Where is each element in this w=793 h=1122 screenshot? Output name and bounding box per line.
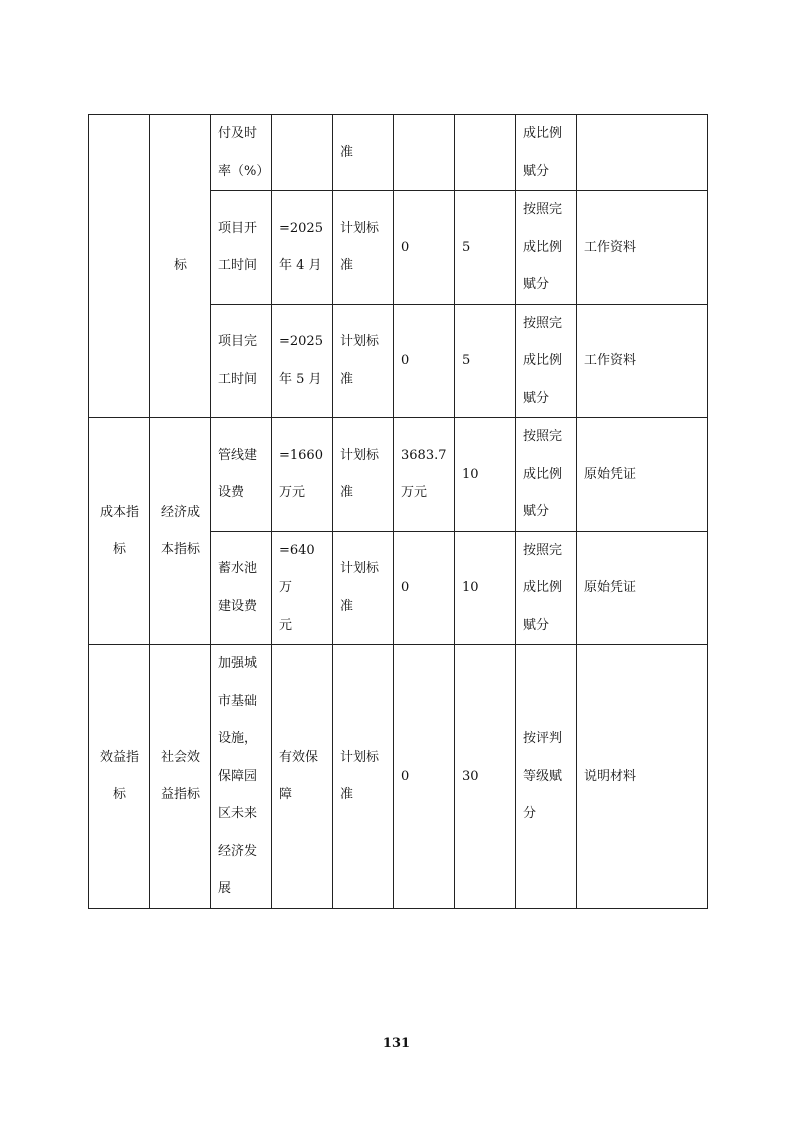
weight-cell: 5 [455,191,516,305]
scoring-method-cell: 按评判 等级赋 分 [516,645,577,909]
weight-cell: 5 [455,304,516,418]
table-row [89,418,708,532]
evidence-cell: 原始凭证 [577,418,708,532]
level3-indicator-cell: 付及时 率（%） [211,115,272,191]
scoring-method-cell: 按照完 成比例 赋分 [516,304,577,418]
target-value-cell: =2025 年 4 月 [272,191,333,305]
scoring-method-cell: 按照完 成比例 赋分 [516,531,577,645]
evidence-cell: 工作资料 [577,304,708,418]
actual-value-cell: 0 [394,191,455,305]
weight-cell [455,115,516,191]
weight-cell: 10 [455,531,516,645]
level3-indicator-cell: 加强城 市基础 设施， 保障园 区未来 经济发 展 [211,645,272,909]
target-value-cell [272,115,333,191]
level1-indicator-cell [89,115,150,418]
scoring-method-cell: 成比例 赋分 [516,115,577,191]
target-value-cell: =2025 年 5 月 [272,304,333,418]
evidence-cell: 原始凭证 [577,531,708,645]
actual-value-cell: 0 [394,304,455,418]
actual-value-cell: 0 [394,531,455,645]
table-row [89,115,708,191]
level3-indicator-cell: 项目开 工时间 [211,191,272,305]
actual-value-cell [394,115,455,191]
level3-indicator-cell: 项目完 工时间 [211,304,272,418]
standard-cell: 计划标 准 [333,645,394,909]
level1-indicator-cell: 成本指 标 [89,418,150,645]
standard-cell: 计划标 准 [333,418,394,532]
target-value-cell: =640 万 元 [272,531,333,645]
standard-cell: 计划标 准 [333,191,394,305]
level2-indicator-cell: 标 [150,115,211,418]
scoring-method-cell: 按照完 成比例 赋分 [516,418,577,532]
actual-value-cell: 0 [394,645,455,909]
weight-cell: 10 [455,418,516,532]
standard-cell: 计划标 准 [333,304,394,418]
page-number: 131 [382,1036,411,1051]
level3-indicator-cell: 管线建 设费 [211,418,272,532]
standard-cell: 计划标 准 [333,531,394,645]
target-value-cell: 有效保 障 [272,645,333,909]
level3-indicator-cell: 蓄水池 建设费 [211,531,272,645]
evidence-cell: 工作资料 [577,191,708,305]
level2-indicator-cell: 经济成 本指标 [150,418,211,645]
level1-indicator-cell: 效益指 标 [89,645,150,909]
evidence-cell: 说明材料 [577,645,708,909]
evidence-cell [577,115,708,191]
performance-indicator-table [88,114,708,909]
scoring-method-cell: 按照完 成比例 赋分 [516,191,577,305]
target-value-cell: =1660 万元 [272,418,333,532]
standard-cell: 准 [333,115,394,191]
table-row [89,645,708,909]
weight-cell: 30 [455,645,516,909]
level2-indicator-cell: 社会效 益指标 [150,645,211,909]
actual-value-cell: 3683.7 万元 [394,418,455,532]
